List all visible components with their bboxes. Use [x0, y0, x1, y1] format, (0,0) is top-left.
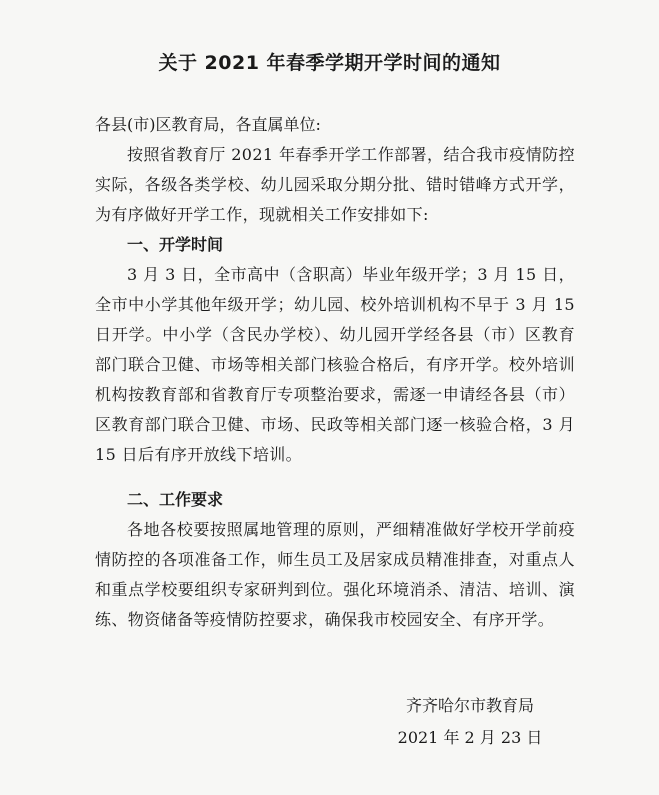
signature-date: 2021 年 2 月 23 日	[397, 728, 543, 747]
intro-paragraph: 按照省教育厅 2021 年春季开学工作部署，结合我市疫情防控实际，各级各类学校、幼儿园采取分期分批、错时错峰方式开学，为有序做好开学工作，现就相关工作安排如下:	[95, 145, 575, 224]
signature-organization: 齐齐哈尔市教育局	[405, 696, 534, 715]
section-1-body: 3 月 3 日，全市高中（含职高）毕业年级开学；3 月 15 日，全市中小学其他年级开学；幼儿园、校外培训机构不早于 3 月 15 日开学。中小学（含民办学校）、幼儿园开学经各县（市）区教育部门联合卫健、市场等相关部门核验合格后，有序开学。校外培训机构按教育部和省教育厅专项整治要求，需逐一申请经各县（市）区教育部门联合卫健、市场、民政等相关部门逐一核验合格，3 月 15 日后有序开放线下培训。	[95, 265, 575, 464]
salutation: 各县(市)区教育局，各直属单位:	[95, 115, 321, 134]
document-title: 关于 2021 年春季学期开学时间的通知	[158, 52, 501, 74]
section-2-heading: 二、工作要求	[127, 490, 224, 509]
section-2-body: 各地各校要按照属地管理的原则，严细精准做好学校开学前疫情防控的各项准备工作，师生员工及居家成员精准排查，对重点人和重点学校要组织专家研判到位。强化环境消杀、清洁、培训、演练、物资储备等疫情防控要求，确保我市校园安全、有序开学。	[95, 520, 575, 629]
section-1-heading: 一、开学时间	[127, 235, 224, 254]
